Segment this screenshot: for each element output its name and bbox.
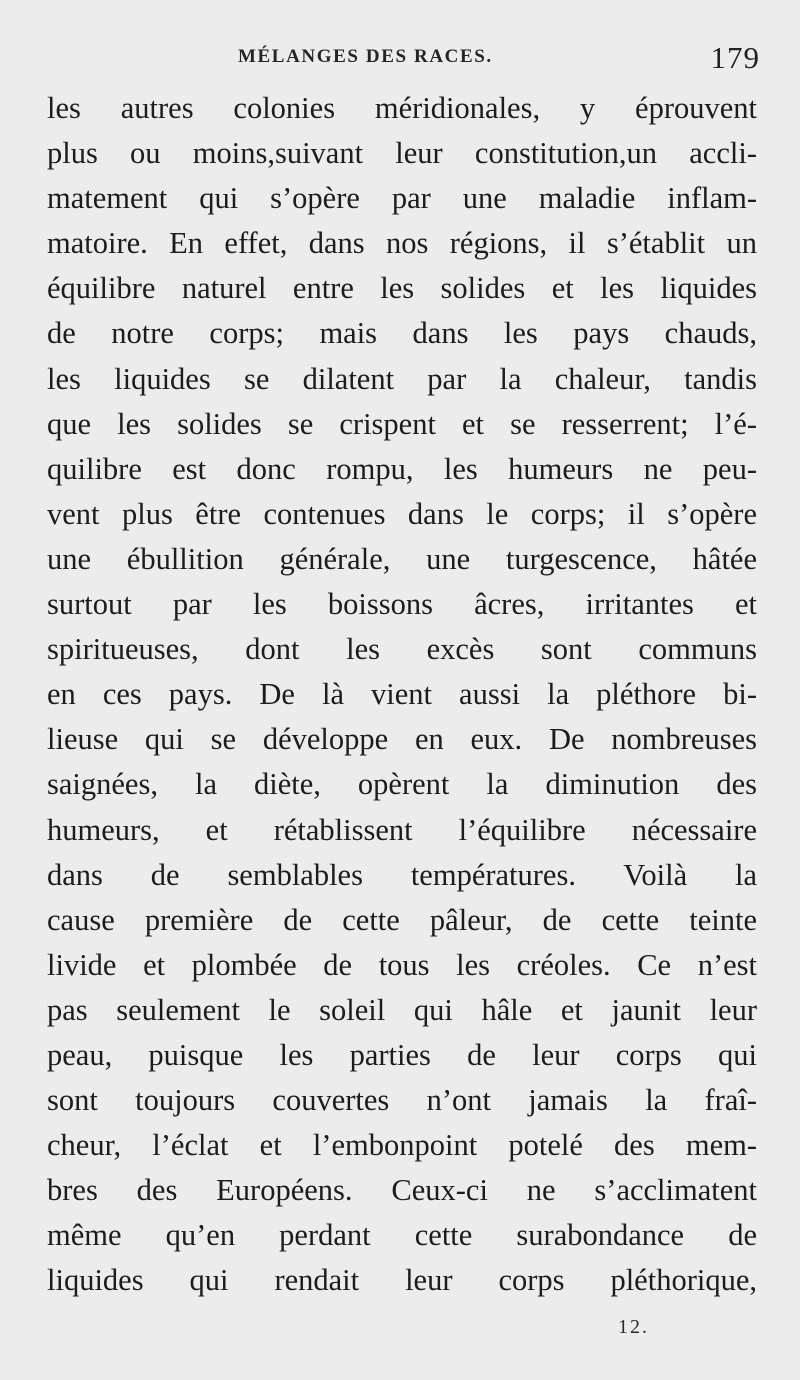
text-line: les autres colonies méridionales, y éprouvent	[47, 91, 757, 125]
text-line: matement qui s’opère par une maladie inflam-	[47, 181, 757, 216]
page-number: 179	[710, 40, 760, 75]
text-line: de notre corps; mais dans les pays chauds,	[47, 316, 757, 351]
text-line: cheur, l’éclat et l’embonpoint potelé des mem-	[47, 1128, 757, 1163]
text-line: pas seulement le soleil qui hâle et jaunit leur	[47, 992, 757, 1027]
text-line: que les solides se crispent et se resserrent; l’é-	[47, 406, 757, 441]
text-line: liquides qui rendait leur corps pléthorique,	[47, 1263, 757, 1298]
text-line: bres des Européens. Ceux-ci ne s’acclimatent	[47, 1173, 757, 1208]
text-line: saignées, la diète, opèrent la diminution des	[47, 767, 757, 802]
text-line: sont toujours couvertes n’ont jamais la fraî-	[47, 1083, 757, 1118]
text-line: les liquides se dilatent par la chaleur, tandis	[47, 361, 757, 396]
text-line: dans de semblables températures. Voilà la	[47, 857, 757, 892]
running-title: MÉLANGES DES RACES.	[238, 46, 493, 67]
text-line: en ces pays. De là vient aussi la pléthore bi-	[47, 677, 757, 712]
running-head	[48, 40, 760, 76]
text-line: cause première de cette pâleur, de cette teinte	[47, 902, 757, 937]
text-line: équilibre naturel entre les solides et les liquides	[47, 271, 757, 306]
body-text	[47, 86, 757, 1304]
text-line: spiritueuses, dont les excès sont communs	[47, 632, 757, 667]
text-line: livide et plombée de tous les créoles. Ce n’est	[47, 947, 757, 982]
text-line: quilibre est donc rompu, les humeurs ne peu-	[47, 451, 757, 486]
signature-mark: 12.	[618, 1316, 649, 1338]
text-line: une ébullition générale, une turgescence, hâtée	[47, 541, 757, 576]
text-line: matoire. En effet, dans nos régions, il s’établit un	[47, 226, 757, 261]
text-line: vent plus être contenues dans le corps; il s’opère	[47, 496, 757, 531]
text-line: lieuse qui se développe en eux. De nombreuses	[47, 722, 757, 757]
text-line: plus ou moins,suivant leur constitution,un accli-	[47, 136, 757, 171]
text-line: humeurs, et rétablissent l’équilibre nécessaire	[47, 812, 757, 847]
text-line: peau, puisque les parties de leur corps qui	[47, 1037, 757, 1072]
text-line: même qu’en perdant cette surabondance de	[47, 1218, 757, 1253]
text-line: surtout par les boissons âcres, irritantes et	[47, 587, 757, 622]
